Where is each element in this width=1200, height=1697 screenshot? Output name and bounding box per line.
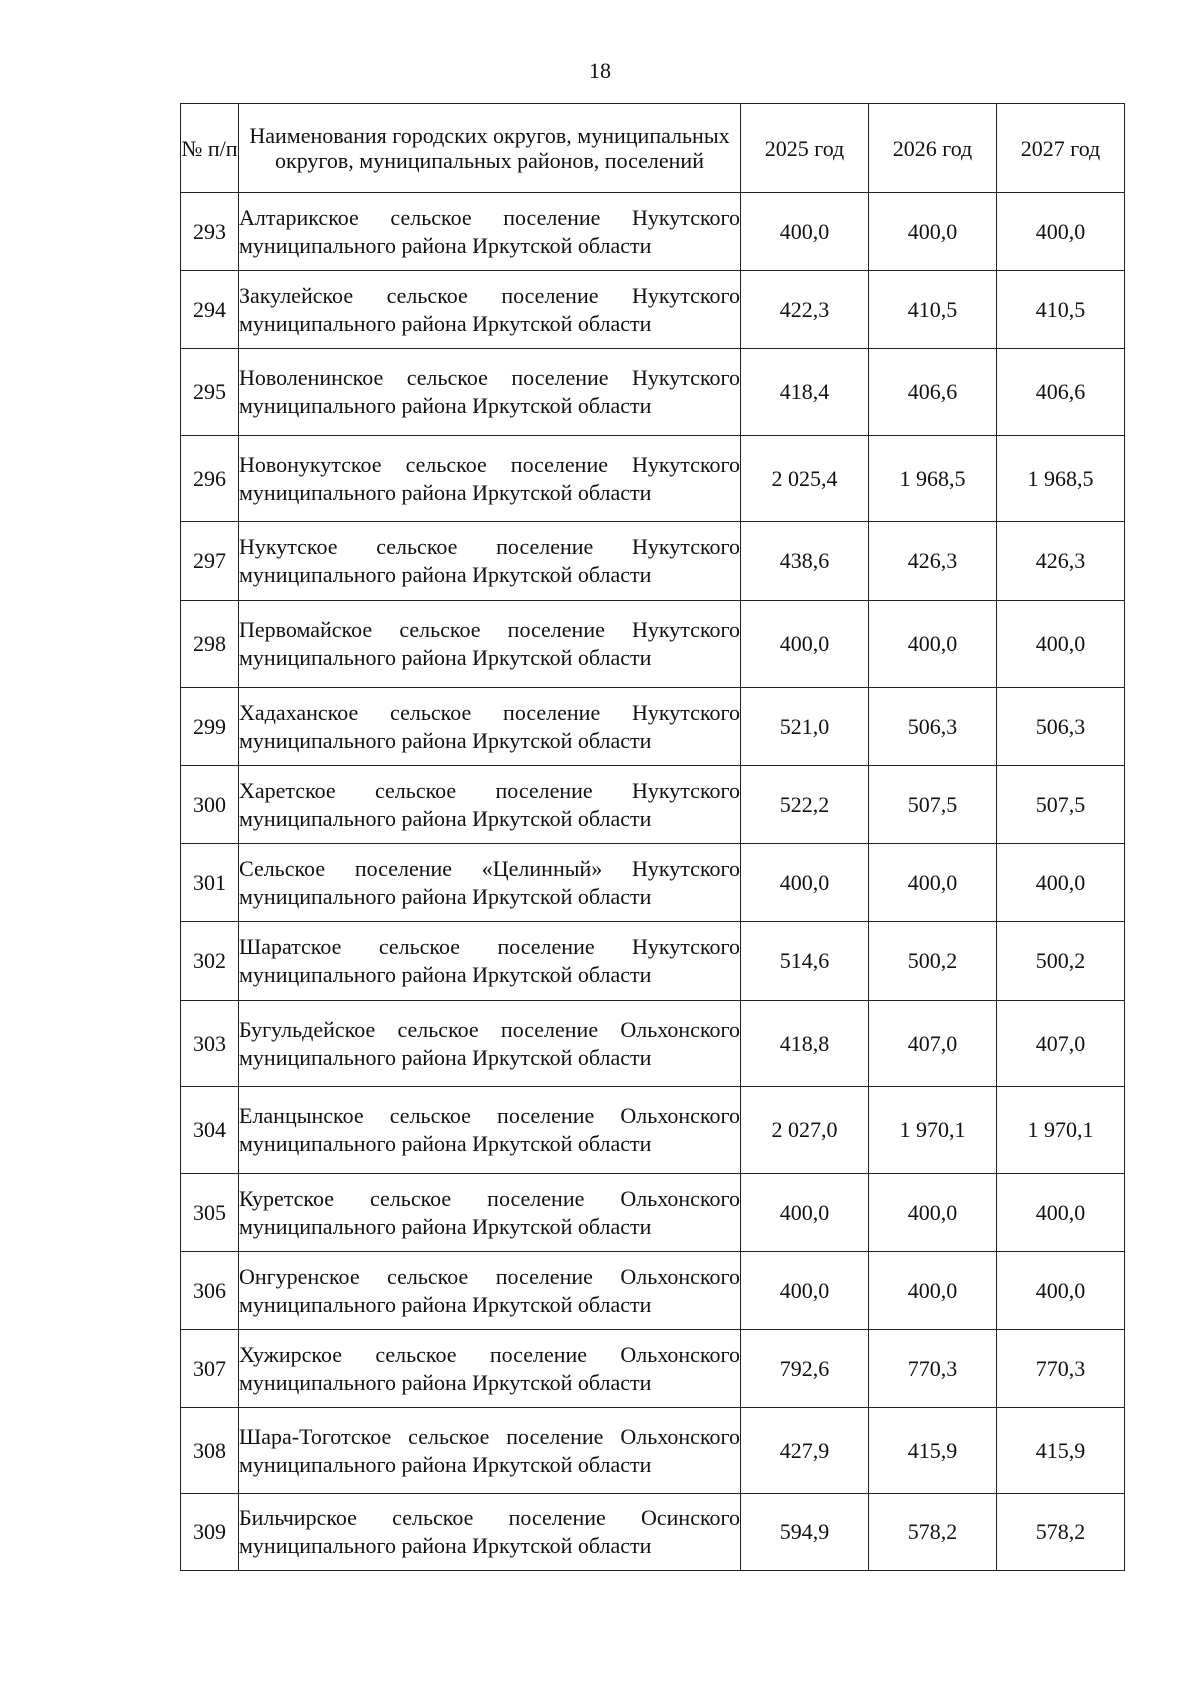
row-number: 308	[181, 1408, 239, 1494]
row-number: 294	[181, 271, 239, 349]
value-2027: 1 968,5	[997, 436, 1125, 522]
table-row	[181, 688, 1125, 766]
value-2026: 1 968,5	[869, 436, 997, 522]
value-2026: 506,3	[869, 688, 997, 766]
value-2027: 400,0	[997, 601, 1125, 688]
value-2026: 400,0	[869, 1252, 997, 1330]
value-2026: 407,0	[869, 1001, 997, 1087]
row-number: 302	[181, 922, 239, 1001]
table-row	[181, 922, 1125, 1001]
table-row	[181, 1174, 1125, 1252]
value-2025: 792,6	[741, 1330, 869, 1408]
value-2025: 422,3	[741, 271, 869, 349]
table-row	[181, 1087, 1125, 1174]
value-2026: 406,6	[869, 349, 997, 436]
settlement-name: Новонукутское сельское поселение Нукутского муниципального района Иркутской области	[239, 436, 741, 522]
settlement-name: Шара-Тоготское сельское поселение Ольхонского муниципального района Иркутской области	[239, 1408, 741, 1494]
value-2025: 400,0	[741, 193, 869, 271]
value-2025: 400,0	[741, 601, 869, 688]
row-number: 303	[181, 1001, 239, 1087]
settlement-name: Харетское сельское поселение Нукутского муниципального района Иркутской области	[239, 766, 741, 844]
header-year-2027: 2027 год	[997, 104, 1125, 193]
settlement-name: Шаратское сельское поселение Нукутского муниципального района Иркутской области	[239, 922, 741, 1001]
row-number: 297	[181, 522, 239, 601]
settlement-name: Бугульдейское сельское поселение Ольхонского муниципального района Иркутской области	[239, 1001, 741, 1087]
value-2025: 2 025,4	[741, 436, 869, 522]
value-2027: 406,6	[997, 349, 1125, 436]
value-2027: 400,0	[997, 193, 1125, 271]
table-row	[181, 1408, 1125, 1494]
value-2027: 410,5	[997, 271, 1125, 349]
table-row	[181, 844, 1125, 922]
settlement-name: Онгуренское сельское поселение Ольхонского муниципального района Иркутской области	[239, 1252, 741, 1330]
table-row	[181, 522, 1125, 601]
table-row	[181, 766, 1125, 844]
value-2027: 426,3	[997, 522, 1125, 601]
header-year-2026: 2026 год	[869, 104, 997, 193]
table-row	[181, 1494, 1125, 1571]
row-number: 306	[181, 1252, 239, 1330]
value-2026: 578,2	[869, 1494, 997, 1571]
settlement-name: Нукутское сельское поселение Нукутского муниципального района Иркутской области	[239, 522, 741, 601]
value-2027: 770,3	[997, 1330, 1125, 1408]
value-2027: 500,2	[997, 922, 1125, 1001]
header-num: № п/п	[181, 104, 239, 193]
value-2026: 400,0	[869, 601, 997, 688]
value-2025: 400,0	[741, 844, 869, 922]
value-2027: 506,3	[997, 688, 1125, 766]
table-row	[181, 1330, 1125, 1408]
settlement-name: Алтарикское сельское поселение Нукутского муниципального района Иркутской области	[239, 193, 741, 271]
value-2027: 507,5	[997, 766, 1125, 844]
value-2026: 400,0	[869, 844, 997, 922]
value-2025: 594,9	[741, 1494, 869, 1571]
value-2027: 415,9	[997, 1408, 1125, 1494]
settlement-name: Хадаханское сельское поселение Нукутского муниципального района Иркутской области	[239, 688, 741, 766]
value-2027: 578,2	[997, 1494, 1125, 1571]
value-2027: 400,0	[997, 1252, 1125, 1330]
settlement-name: Сельское поселение «Целинный» Нукутского муниципального района Иркутской области	[239, 844, 741, 922]
value-2027: 400,0	[997, 1174, 1125, 1252]
value-2025: 418,4	[741, 349, 869, 436]
value-2025: 400,0	[741, 1174, 869, 1252]
value-2026: 507,5	[869, 766, 997, 844]
value-2026: 500,2	[869, 922, 997, 1001]
value-2025: 521,0	[741, 688, 869, 766]
table-row	[181, 601, 1125, 688]
settlement-name: Новоленинское сельское поселение Нукутского муниципального района Иркутской области	[239, 349, 741, 436]
table-row	[181, 1252, 1125, 1330]
settlement-name: Первомайское сельское поселение Нукутского муниципального района Иркутской области	[239, 601, 741, 688]
value-2026: 410,5	[869, 271, 997, 349]
value-2025: 427,9	[741, 1408, 869, 1494]
settlement-name: Закулейское сельское поселение Нукутского муниципального района Иркутской области	[239, 271, 741, 349]
row-number: 304	[181, 1087, 239, 1174]
value-2027: 407,0	[997, 1001, 1125, 1087]
table-row	[181, 1001, 1125, 1087]
row-number: 293	[181, 193, 239, 271]
settlement-name: Бильчирское сельское поселение Осинского муниципального района Иркутской области	[239, 1494, 741, 1571]
header-year-2025: 2025 год	[741, 104, 869, 193]
value-2025: 400,0	[741, 1252, 869, 1330]
value-2025: 418,8	[741, 1001, 869, 1087]
value-2026: 400,0	[869, 193, 997, 271]
row-number: 307	[181, 1330, 239, 1408]
value-2026: 770,3	[869, 1330, 997, 1408]
value-2025: 514,6	[741, 922, 869, 1001]
value-2025: 522,2	[741, 766, 869, 844]
table-row	[181, 436, 1125, 522]
row-number: 298	[181, 601, 239, 688]
settlement-name: Еланцынское сельское поселение Ольхонского муниципального района Иркутской области	[239, 1087, 741, 1174]
row-number: 301	[181, 844, 239, 922]
value-2027: 1 970,1	[997, 1087, 1125, 1174]
page-number: 18	[589, 58, 611, 83]
row-number: 300	[181, 766, 239, 844]
table-row	[181, 271, 1125, 349]
row-number: 296	[181, 436, 239, 522]
table-header-row	[181, 104, 1125, 193]
settlement-name: Хужирское сельское поселение Ольхонского муниципального района Иркутской области	[239, 1330, 741, 1408]
row-number: 309	[181, 1494, 239, 1571]
table-row	[181, 349, 1125, 436]
value-2027: 400,0	[997, 844, 1125, 922]
allocation-table	[180, 103, 1125, 1571]
row-number: 299	[181, 688, 239, 766]
value-2025: 438,6	[741, 522, 869, 601]
row-number: 295	[181, 349, 239, 436]
value-2026: 400,0	[869, 1174, 997, 1252]
value-2026: 1 970,1	[869, 1087, 997, 1174]
table-row	[181, 193, 1125, 271]
header-name: Наименования городских округов, муниципальных округов, муниципальных районов, поселений	[239, 104, 741, 193]
row-number: 305	[181, 1174, 239, 1252]
value-2026: 426,3	[869, 522, 997, 601]
settlement-name: Куретское сельское поселение Ольхонского муниципального района Иркутской области	[239, 1174, 741, 1252]
value-2025: 2 027,0	[741, 1087, 869, 1174]
value-2026: 415,9	[869, 1408, 997, 1494]
